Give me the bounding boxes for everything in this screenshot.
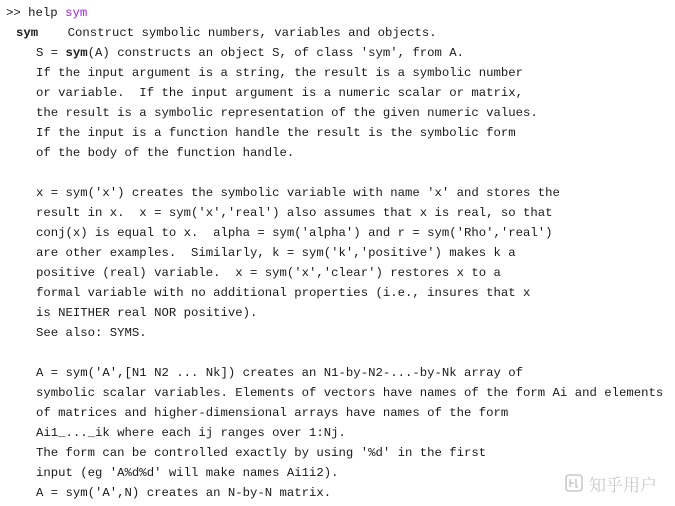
help-line: input (eg 'A%d%d' will make names Ai1i2). [36,466,339,480]
help-summary: Construct symbolic numbers, variables and objects. [67,26,437,40]
help-line: formal variable with no additional properties (i.e., insures that x [36,286,531,300]
help-line: result in x. x = sym('x','real') also assumes that x is real, so that [36,206,553,220]
help-line: symbolic scalar variables. Elements of vectors have names of the form Ai and elements [36,386,664,400]
watermark-text: 知乎用户 [589,475,657,496]
help-line: x = sym('x') creates the symbolic variable with name 'x' and stores the [36,186,560,200]
help-line: A = sym('A',[N1 N2 ... Nk]) creates an N1-by-N2-...-by-Nk array of [36,366,524,380]
help-line-suffix: (A) constructs an object S, of class 'sym', from A. [87,46,465,60]
help-line: is NEITHER real NOR positive). [36,306,258,320]
help-line: positive (real) variable. x = sym('x','clear') restores x to a [36,266,501,280]
see-also-line: See also: SYMS. [36,326,147,340]
help-line: are other examples. Similarly, k = sym('k','positive') makes k a [36,246,516,260]
command-keyword: help [28,6,58,20]
help-line [36,43,464,63]
help-line: A = sym('A',N) creates an N-by-N matrix. [36,486,332,500]
watermark [565,470,657,496]
help-line: of matrices and higher-dimensional arrays have names of the form [36,406,509,420]
help-line: The form can be controlled exactly by using '%d' in the first [36,446,487,460]
help-line: Ai1_..._ik where each ij ranges over 1:Nj. [36,426,346,440]
command-line [6,3,87,23]
command-prompt: >> [6,6,21,20]
help-line: the result is a symbolic representation of the given numeric values. [36,106,538,120]
help-line: If the input is a function handle the result is the symbolic form [36,126,516,140]
command-argument: sym [65,6,88,20]
zhihu-logo-icon [565,474,583,492]
help-function-name: sym [16,26,39,40]
help-line-keyword: sym [65,46,88,60]
help-line: of the body of the function handle. [36,146,295,160]
help-line: conj(x) is equal to x. alpha = sym('alpha') and r = sym('Rho','real') [36,226,553,240]
help-line: or variable. If the input argument is a numeric scalar or matrix, [36,86,524,100]
help-line-prefix: S = [36,46,66,60]
help-title-line [16,23,437,43]
help-line: If the input argument is a string, the result is a symbolic number [36,66,524,80]
